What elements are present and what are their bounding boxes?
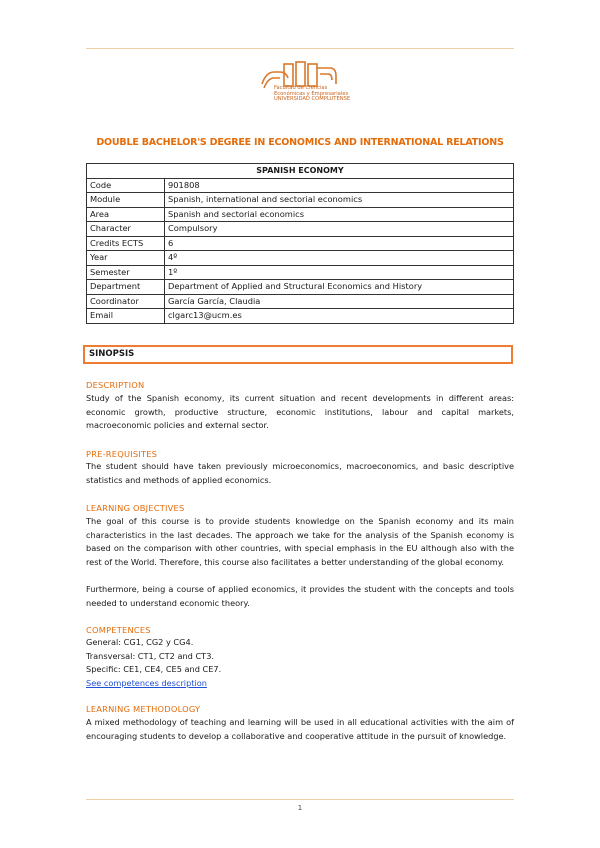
competences-heading: COMPETENCES [86,625,151,635]
row-label: Character [87,222,165,237]
row-label: Email [87,309,165,324]
row-value: Spanish and sectorial economics [165,207,514,222]
table-row [87,193,514,208]
competences-specific: Specific: CE1, CE4, CE5 and CE7. [86,664,222,675]
table-row [87,265,514,280]
description-text: Study of the Spanish economy, its current situation and recent developments in different areas: economic growth, productive structure, economic institutions, labour and capital markets, macroeconomic policies and external sector. [86,393,514,431]
table-row [87,280,514,295]
description-heading: DESCRIPTION [86,380,145,390]
row-label: Year [87,251,165,266]
course-name: SPANISH ECONOMY [87,164,514,179]
competences-description-link[interactable]: See competences description [86,677,207,688]
course-info-table [86,163,514,324]
row-value: 901808 [165,178,514,193]
prerequisites-heading: PRE-REQUISITES [86,449,158,459]
table-row [87,236,514,251]
table-row [87,251,514,266]
table-row [87,207,514,222]
row-value: 4º [165,251,514,266]
logo-caption: Facultad de Ciencias Económicas y Empresariales UNIVERSIDAD COMPLUTENSE [274,85,351,103]
header-rule [86,48,514,49]
table-row [87,309,514,324]
coordinator-email: clgarc13@ucm.es [165,309,514,324]
methodology-text: A mixed methodology of teaching and learning will be used in all educational activities with the aim of encouraging students to develop a collaborative and cooperative attitude in the pursuit of knowledge. [86,717,514,741]
objectives-heading: LEARNING OBJECTIVES [86,503,185,513]
methodology-heading: LEARNING METHODOLOGY [86,704,201,714]
row-label: Semester [87,265,165,280]
row-value: Spanish, international and sectorial economics [165,193,514,208]
table-row [87,222,514,237]
row-label: Code [87,178,165,193]
row-label: Area [87,207,165,222]
competences-list [86,636,514,690]
row-label: Coordinator [87,294,165,309]
row-value: 6 [165,236,514,251]
table-row [87,294,514,309]
row-value: Department of Applied and Structural Economics and History [165,280,514,295]
competences-transversal: Transversal: CT1, CT2 and CT3. [86,650,214,661]
objectives-text-2: Furthermore, being a course of applied economics, it provides the student with the concepts and tools needed to understand economic theory. [86,584,514,608]
row-value: Compulsory [165,222,514,237]
document-title: DOUBLE BACHELOR'S DEGREE IN ECONOMICS AND INTERNATIONAL RELATIONS [96,137,504,148]
row-value: García García, Claudia [165,294,514,309]
table-row [87,178,514,193]
row-label: Department [87,280,165,295]
row-value: 1º [165,265,514,280]
row-label: Credits ECTS [87,236,165,251]
footer-rule [86,799,514,800]
prerequisites-text: The student should have taken previously microeconomics, macroeconomics, and basic descriptive statistics and methods of applied economics. [86,461,514,485]
page-number: 1 [297,804,303,812]
sinopsis-box: SINOPSIS [83,345,513,364]
objectives-text: The goal of this course is to provide students knowledge on the Spanish economy and its main characteristics in the last decades. The approach we take for the analysis of the Spanish economy is based on the comparison with other countries, with special emphasis in the EU although also with the rest of the World. Therefore, this course also facilitates a better understanding of the global economy. [86,516,514,567]
row-label: Module [87,193,165,208]
competences-general: General: CG1, CG2 y CG4. [86,637,194,647]
